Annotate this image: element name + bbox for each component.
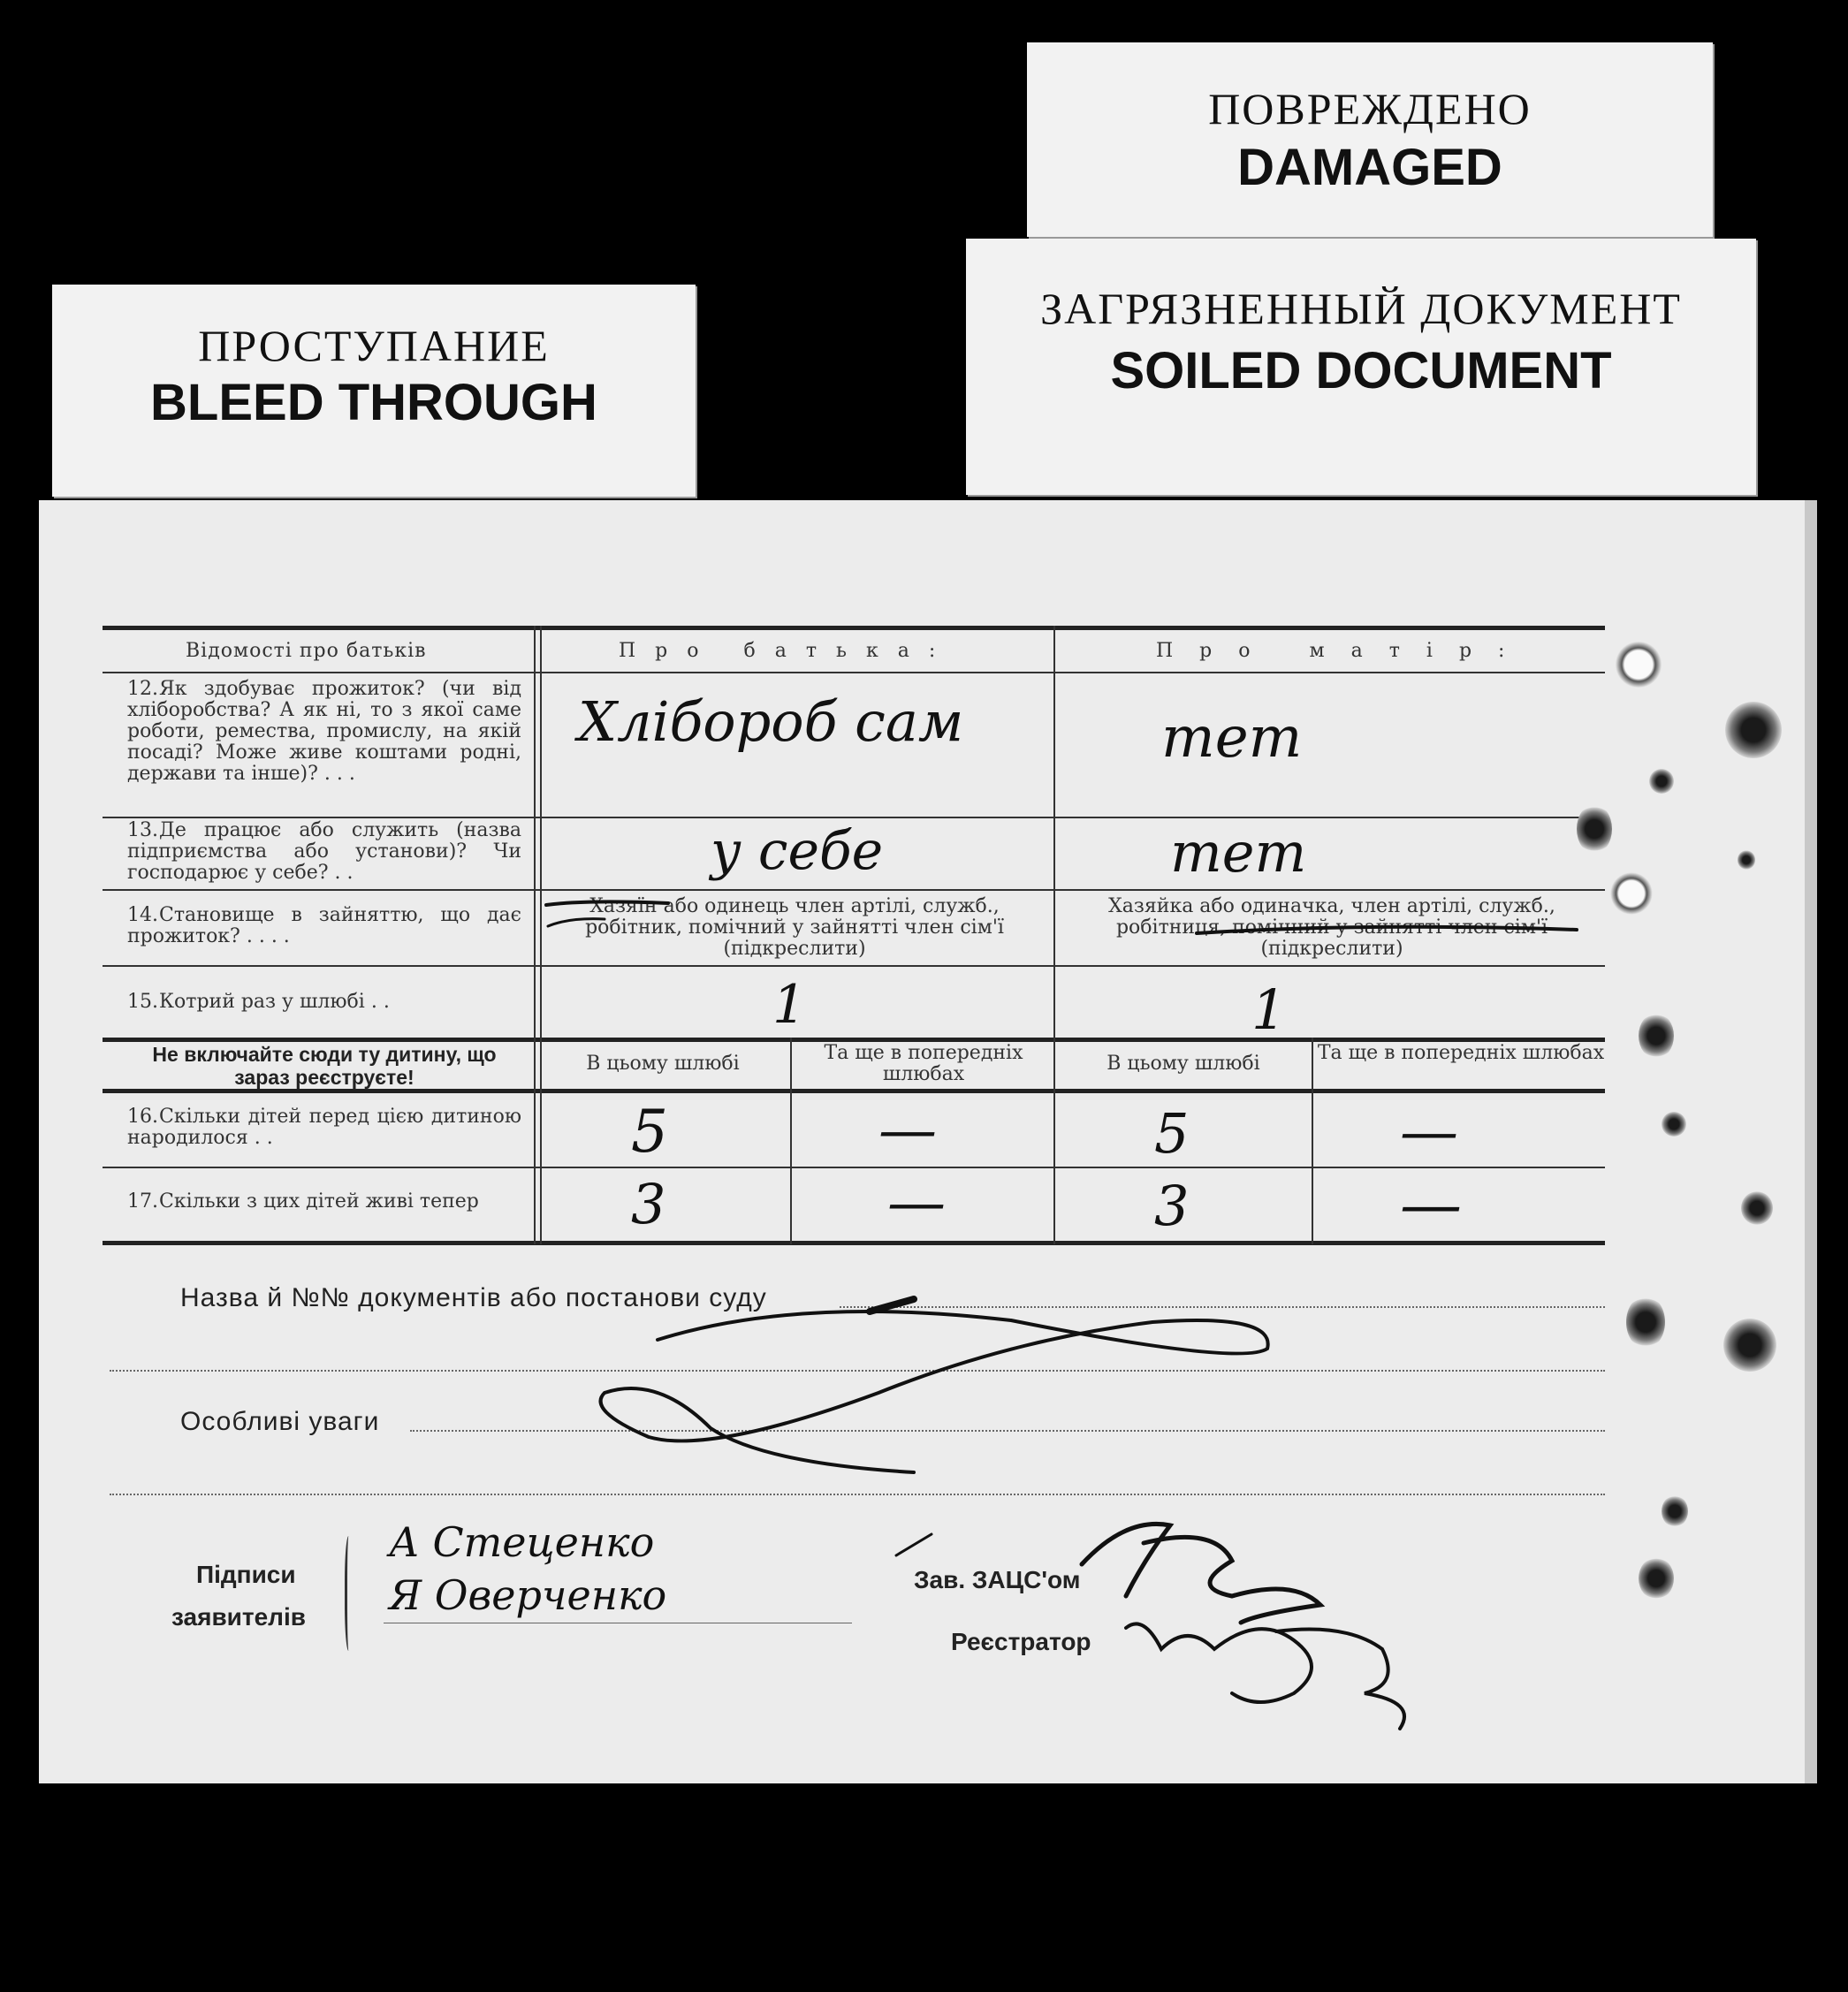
binding-hole bbox=[1612, 642, 1665, 688]
father-children-alive-previous: — bbox=[887, 1168, 946, 1236]
question-12-number: 12. bbox=[127, 678, 158, 700]
question-16-number: 16. bbox=[127, 1106, 158, 1128]
mother-children-alive-this: 3 bbox=[1154, 1174, 1190, 1238]
binding-hole bbox=[1649, 769, 1674, 794]
binding-hole bbox=[1626, 1296, 1665, 1349]
mother-children-born-previous: — bbox=[1400, 1098, 1458, 1166]
father-marriage-count-handwritten: 1 bbox=[772, 974, 807, 1036]
father-children-alive-this: 3 bbox=[631, 1172, 666, 1236]
soiled-label-en: SOILED DOCUMENT bbox=[1110, 342, 1612, 399]
mother-status-options: Хазяйка або одиначка, член артілі, служб., робітниця, помічний у зайнятті член сім'ї (підкреслити) bbox=[1108, 895, 1555, 960]
parents-info-header: Відомості про батьків bbox=[186, 640, 427, 662]
mother-workplace-handwritten: тет bbox=[1170, 820, 1307, 885]
question-16-text: Скільки дітей перед цією дитиною народилося . . bbox=[127, 1106, 521, 1149]
damaged-label-en: DAMAGED bbox=[1237, 139, 1502, 196]
father-workplace-handwritten: у себе bbox=[711, 820, 884, 882]
mother-livelihood-handwritten: тет bbox=[1161, 705, 1303, 771]
damaged-label-ru: ПОВРЕЖДЕНО bbox=[1208, 84, 1532, 133]
remarks-cancel-flourish bbox=[601, 1312, 1268, 1472]
father-option-underline-1 bbox=[546, 901, 668, 905]
father-children-born-this: 5 bbox=[631, 1098, 668, 1166]
soiled-label-ru: ЗАГРЯЗНЕННЫЙ ДОКУМЕНТ bbox=[1040, 284, 1682, 333]
binding-hole bbox=[1577, 804, 1612, 854]
mother-marriage-count-handwritten: 1 bbox=[1251, 977, 1287, 1042]
binding-hole bbox=[1639, 1557, 1674, 1600]
applicant-1-signature: А Стеценко bbox=[389, 1518, 655, 1566]
applicant-2-signature: Я Оверченко bbox=[389, 1571, 667, 1619]
registrar-label: Реєстратор bbox=[951, 1628, 1091, 1655]
question-14-number: 14. bbox=[127, 904, 158, 926]
father-status-options: Хазяїн або одинець член артілі, служб., робітник, помічний у зайнятті член сім'ї (підкреслити) bbox=[585, 895, 1004, 960]
signatures-label-line1: Підписи bbox=[196, 1561, 296, 1588]
father-this-marriage-header: В цьому шлюбі bbox=[586, 1053, 740, 1075]
mother-children-born-this: 5 bbox=[1154, 1101, 1190, 1166]
children-exclusion-note: Не включайте сюди ту дитину, що зараз реєструєте! bbox=[152, 1043, 497, 1089]
question-12-text: Як здобуває прожиток? (чи від хліборобства? А як ні, то з якої саме роботи, ремества, промислу, на якій посаді? Може живе коштами родні, держави та інше)? . . . bbox=[127, 678, 521, 785]
father-option-underline-2 bbox=[548, 919, 605, 926]
binding-hole bbox=[1723, 1319, 1776, 1372]
question-17-number: 17. bbox=[127, 1190, 158, 1213]
mother-children-alive-previous: — bbox=[1400, 1168, 1462, 1241]
question-15-number: 15. bbox=[127, 991, 158, 1013]
handwriting-strokes bbox=[39, 500, 1805, 1783]
registrar-signature bbox=[1126, 1623, 1404, 1729]
zags-head-label: Зав. ЗАЦС'ом bbox=[914, 1566, 1081, 1593]
mother-column-header: Про матір: bbox=[1156, 640, 1532, 662]
mother-this-marriage-header: В цьому шлюбі bbox=[1107, 1053, 1260, 1075]
question-17-text: Скільки з цих дітей живі тепер bbox=[159, 1190, 479, 1213]
question-15-text: Котрий раз у шлюбі . . bbox=[159, 991, 390, 1013]
damaged-label-card bbox=[1027, 42, 1713, 237]
father-livelihood-handwritten: Хлібороб сам bbox=[578, 689, 964, 754]
documents-label: Назва й №№ документів або постанови суду bbox=[180, 1283, 767, 1312]
signature-tick bbox=[896, 1534, 932, 1555]
binding-hole bbox=[1639, 1013, 1674, 1059]
father-previous-marriages-header: Та ще в попередніх шлюбах bbox=[824, 1042, 1023, 1085]
binding-hole bbox=[1725, 702, 1782, 758]
father-column-header: Про батька: bbox=[619, 640, 955, 662]
question-13-number: 13. bbox=[127, 819, 158, 841]
mother-previous-marriages-header: Та ще в попередніх шлюбах bbox=[1317, 1042, 1605, 1064]
bleed-label-card bbox=[52, 285, 696, 497]
signatures-label-line2: заявителів bbox=[171, 1603, 306, 1631]
binding-hole bbox=[1608, 871, 1654, 916]
zags-head-signature bbox=[1082, 1524, 1320, 1623]
bleed-label-en: BLEED THROUGH bbox=[150, 374, 597, 431]
soiled-label-card bbox=[966, 239, 1756, 495]
registration-form-sheet bbox=[39, 500, 1817, 1783]
question-14-text: Становище в зайняттю, що дає прожиток? . . . . bbox=[127, 904, 521, 947]
bleed-label-ru: ПРОСТУПАНИЕ bbox=[198, 321, 550, 370]
binding-hole bbox=[1662, 1112, 1686, 1137]
binding-hole bbox=[1738, 850, 1755, 870]
father-children-born-previous: — bbox=[878, 1096, 937, 1164]
remarks-label: Особливі уваги bbox=[180, 1407, 380, 1436]
question-13-text: Де працює або служить (назва підприємства або установи)? Чи господарює у себе? . . bbox=[127, 819, 521, 884]
ink-blot bbox=[870, 1299, 914, 1312]
binding-hole bbox=[1741, 1191, 1773, 1225]
mother-option-underline bbox=[1197, 927, 1577, 933]
binding-hole bbox=[1662, 1495, 1688, 1527]
